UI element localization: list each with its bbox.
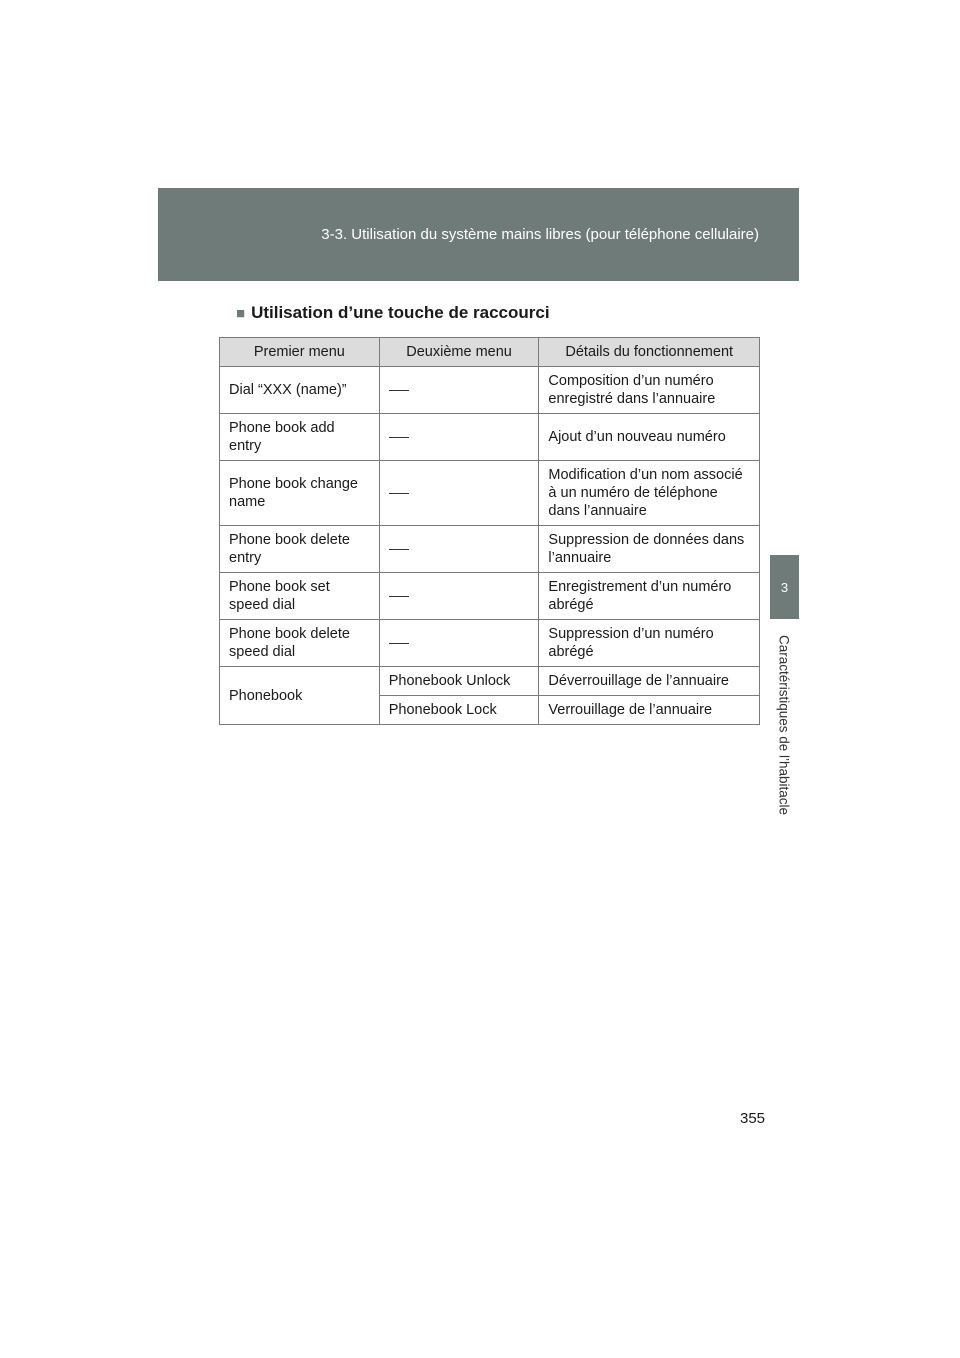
table-row: [220, 667, 760, 696]
table-row: [220, 414, 760, 461]
section-heading-text: Utilisation d’une touche de raccourci: [251, 303, 550, 322]
details-cell: Ajout d’un nouveau numéro: [539, 414, 760, 461]
second-menu-cell: Phonebook Lock: [379, 696, 539, 725]
second-menu-cell: [379, 620, 539, 667]
first-menu-cell: Phone book change name: [220, 461, 380, 526]
second-menu-cell: Phonebook Unlock: [379, 667, 539, 696]
page-number: 355: [740, 1110, 766, 1127]
table-row: [220, 367, 760, 414]
dash-mark: [389, 437, 409, 438]
details-cell: Enregistrement d’un numéro abrégé: [539, 573, 760, 620]
dash-mark: [389, 643, 409, 644]
column-header-details: Détails du fonctionnement: [539, 338, 760, 367]
first-menu-cell-phonebook: Phonebook: [220, 667, 380, 725]
table-row: [220, 620, 760, 667]
first-menu-cell: Phone book delete entry: [220, 526, 380, 573]
column-header-first-menu: Premier menu: [220, 338, 380, 367]
second-menu-cell: [379, 414, 539, 461]
chapter-side-label: Caractéristiques de l’habitacle: [776, 634, 792, 816]
first-menu-cell: Dial “XXX (name)”: [220, 367, 380, 414]
shortcut-commands-table: [219, 337, 760, 725]
details-cell: Modification d’un nom associé à un numéro de téléphone dans l’annuaire: [539, 461, 760, 526]
second-menu-cell: [379, 367, 539, 414]
table-row: [220, 573, 760, 620]
details-cell: Suppression de données dans l’annuaire: [539, 526, 760, 573]
dash-mark: [389, 493, 409, 494]
section-heading: [236, 303, 550, 323]
details-cell: Verrouillage de l’annuaire: [539, 696, 760, 725]
square-bullet-icon: ■: [236, 305, 246, 322]
chapter-header-band: [158, 188, 799, 281]
first-menu-cell: Phone book delete speed dial: [220, 620, 380, 667]
table-row: [220, 526, 760, 573]
first-menu-cell: Phone book set speed dial: [220, 573, 380, 620]
details-cell: Composition d’un numéro enregistré dans l’annuaire: [539, 367, 760, 414]
table-header-row: [220, 338, 760, 367]
details-cell: Suppression d’un numéro abrégé: [539, 620, 760, 667]
second-menu-cell: [379, 526, 539, 573]
table-row: [220, 461, 760, 526]
dash-mark: [389, 549, 409, 550]
second-menu-cell: [379, 573, 539, 620]
details-cell: Déverrouillage de l’annuaire: [539, 667, 760, 696]
chapter-number-tab: [770, 555, 799, 619]
dash-mark: [389, 596, 409, 597]
dash-mark: [389, 390, 409, 391]
chapter-number: 3: [780, 579, 789, 595]
chapter-header-title: 3-3. Utilisation du système mains libres (pour téléphone cellulaire): [321, 226, 759, 243]
first-menu-cell: Phone book add entry: [220, 414, 380, 461]
column-header-second-menu: Deuxième menu: [379, 338, 539, 367]
second-menu-cell: [379, 461, 539, 526]
